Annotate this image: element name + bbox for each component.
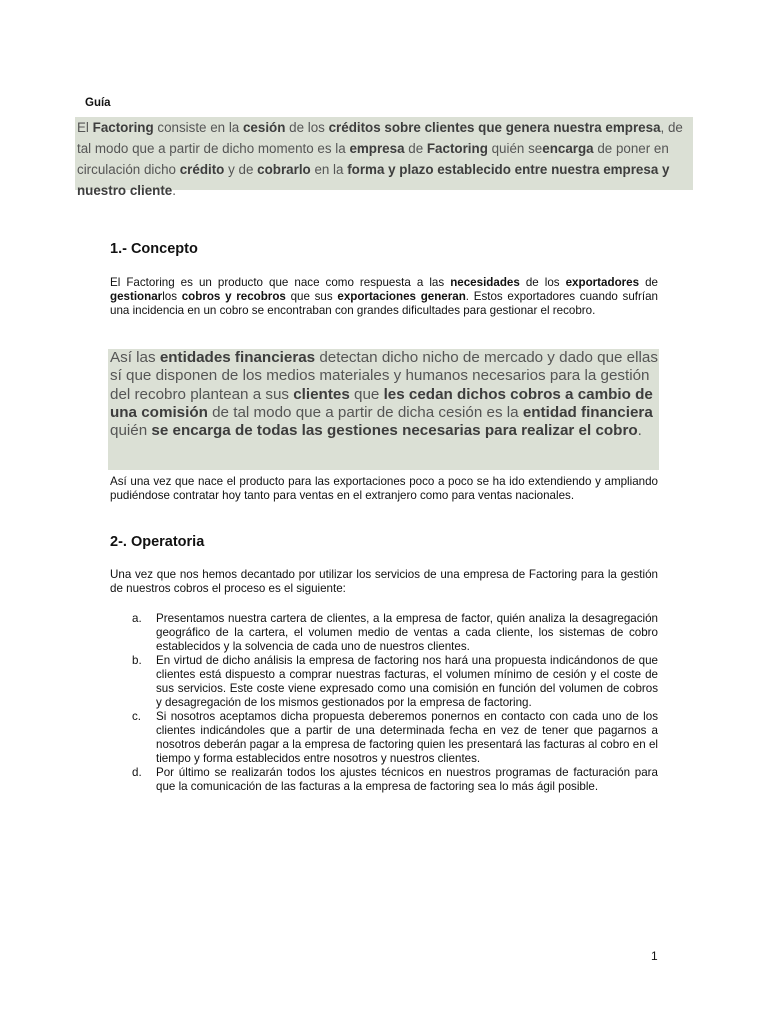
list-item: [110, 710, 658, 766]
list-item-text: En virtud de dicho análisis la empresa de factoring nos hará una propuesta indicándonos de que clientes está dispuesto a comprar nuestras facturas, el volumen mínimo de cesión y el coste de sus servicios. Este coste viene expresado como una comisión en función del volumen de cobros y desagregación de los mismos gestionados por la empresa de factoring.: [156, 654, 658, 709]
list-item-text: Si nosotros aceptamos dicha propuesta deberemos ponernos en contacto con cada uno de los clientes indicándoles que a partir de una determinada fecha en vez de tener que pagarnos a nosotros deberán pagar a la empresa de factoring quien les presentará las facturas al cobro en el tiempo y forma establecidos entre nosotros y nuestros clientes.: [156, 710, 658, 765]
list-item: [110, 612, 658, 654]
section-1-heading: 1.- Concepto: [110, 241, 198, 257]
list-item: [110, 766, 658, 794]
list-item-text: Por último se realizarán todos los ajustes técnicos en nuestros programas de facturación para que la comunicación de las facturas a la empresa de factoring sea lo más ágil posible.: [156, 766, 658, 793]
list-item: [110, 654, 658, 710]
intro-text: El Factoring consiste en la cesión de los créditos sobre clientes que genera nuestra empresa, de tal modo que a partir de dicho momento es la empresa de Factoring quién seencarga de poner en circulación dicho crédito y de cobrarlo en la forma y plazo establecido entre nuestra empresa y nuestro cliente.: [77, 120, 683, 198]
list-marker: c.: [132, 710, 142, 723]
list-item-text: Presentamos nuestra cartera de clientes, a la empresa de factor, quién analiza la desagregación geográfico de la cartera, el volumen medio de ventas a cada cliente, los sistemas de cobro establecidos y la solvencia de cada uno de nuestros clientes.: [156, 612, 658, 653]
list-marker: d.: [132, 766, 142, 779]
page-number: 1: [651, 949, 658, 963]
document-label: Guía: [85, 97, 111, 109]
section-1-highlight-quote: [108, 349, 659, 470]
section-2-intro: Una vez que nos hemos decantado por utilizar los servicios de una empresa de Factoring para la gestión de nuestros cobros el proceso es el siguiente:: [110, 568, 658, 595]
section-1-paragraph-1: El Factoring es un producto que nace como respuesta a las necesidades de los exportadores de gestionarlos cobros y recobros que sus exportaciones generan. Estos exportadores cuando sufrían una incidencia en un cobro se encontraban con grandes dificultades para gestionar el recobro.: [110, 276, 658, 317]
list-marker: a.: [132, 612, 142, 625]
procedure-list: [110, 612, 658, 794]
list-marker: b.: [132, 654, 142, 667]
section-1-paragraph-2: Así una vez que nace el producto para las exportaciones poco a poco se ha ido extendiendo y ampliando pudiéndose contratar hoy tanto para ventas en el extranjero como para ventas nacionales.: [110, 475, 658, 502]
quote-text: Así las entidades financieras detectan dicho nicho de mercado y dado que ellas sí que disponen de los medios materiales y humanos necesarios para la gestión del recobro plantean a sus clientes que les cedan dichos cobros a cambio de una comisión de tal modo que a partir de dicha cesión es la entidad financiera quién se encarga de todas las gestiones necesarias para realizar el cobro.: [110, 349, 658, 440]
section-2-heading: 2-. Operatoria: [110, 534, 205, 550]
intro-highlight-box: [75, 117, 693, 198]
